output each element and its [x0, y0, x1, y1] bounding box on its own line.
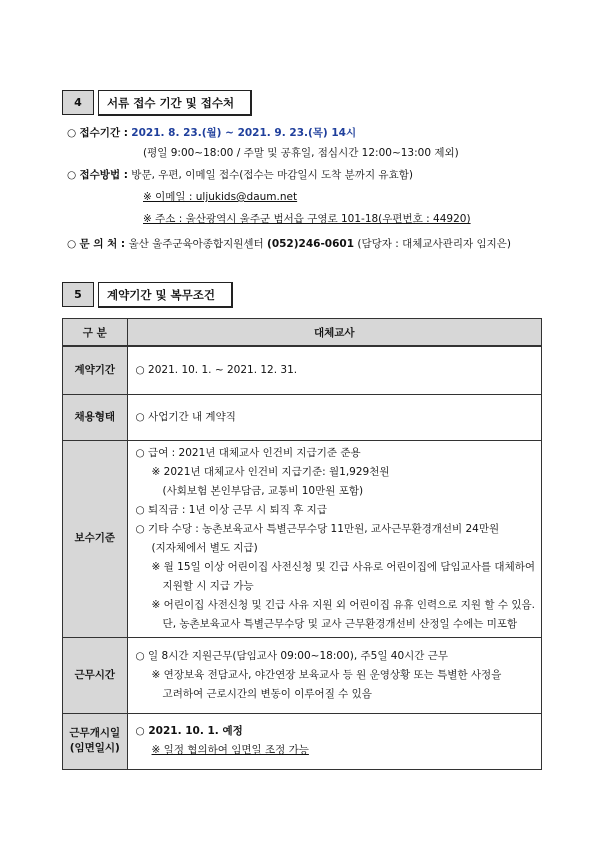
hours-line: 고려하여 근로시간의 변동이 이루어질 수 있음	[162, 687, 372, 700]
start-label-line-1: 근무개시일	[69, 727, 121, 739]
method-value: 방문, 우편, 이메일 접수(접수는 마감일시 도착 분까지 유효함)	[131, 169, 413, 181]
pay-line: ※ 어린이집 사전신청 및 긴급 사유 지원 외 어린이집 유휴 인력으로 지원 할 수 있음.	[151, 598, 535, 611]
contact-org: 울산 울주군육아종합지원센터	[128, 238, 264, 250]
period-value: 2021. 8. 23.(월) ~ 2021. 9. 23.(목) 14시	[131, 127, 357, 139]
pay-line: ※ 월 15일 이상 어린이집 사전신청 및 긴급 사유로 어린이집에 담임교사를 대체하여	[151, 560, 535, 573]
pay-line: 단, 농촌보육교사 특별근무수당 및 교사 근무환경개선비 산정일 수에는 미포함	[162, 617, 518, 630]
table-row	[63, 637, 542, 713]
pay-line: ○ 기타 수당 : 농촌보육교사 특별근무수당 11만원, 교사근무환경개선비 24만원	[135, 522, 500, 535]
pay-line: (사회보험 본인부담금, 교통비 10만원 포함)	[162, 484, 364, 497]
table-row	[63, 713, 542, 769]
section-5-title: 계약기간 및 복무조건	[98, 282, 233, 308]
period-note: (평일 9:00~18:00 / 주말 및 공휴일, 점심시간 12:00~13:00 제외)	[143, 147, 459, 159]
contact-label: 문 의 처 :	[79, 238, 126, 250]
start-label	[63, 713, 128, 769]
address-line: ※ 주소 : 울산광역시 울주군 범서읍 구영로 101-18(우편번호 : 44920)	[143, 213, 471, 225]
email-line: ※ 이메일 : uljukids@daum.net	[143, 191, 298, 203]
start-label-line-2: (임면일시)	[69, 742, 120, 754]
period-row	[67, 125, 356, 140]
section-4-header	[62, 90, 252, 117]
pay-line: 지원할 시 지급 가능	[162, 579, 254, 592]
pay-line: ※ 2021년 대체교사 인건비 지급기준: 월1,929천원	[151, 465, 390, 478]
section-5-number: 5	[62, 282, 94, 307]
table-row	[63, 346, 542, 394]
contact-marker: ○	[67, 238, 77, 250]
pay-value	[127, 440, 541, 637]
contract-label: 계약기간	[63, 346, 128, 394]
start-value	[127, 713, 541, 769]
header-category: 구 분	[63, 319, 128, 347]
period-marker: ○	[67, 127, 77, 139]
contract-value: ○ 2021. 10. 1. ~ 2021. 12. 31.	[127, 346, 541, 394]
method-row	[67, 167, 413, 182]
table-header-row	[63, 319, 542, 347]
period-label: 접수기간 :	[79, 127, 128, 139]
method-label: 접수방법 :	[79, 169, 128, 181]
section-4-title: 서류 접수 기간 및 접수처	[98, 90, 252, 116]
hours-line: ※ 연장보육 전담교사, 야간연장 보육교사 등 원 운영상황 또는 특별한 사정을	[151, 668, 502, 681]
pay-line: (지자체에서 별도 지급)	[151, 541, 258, 554]
method-marker: ○	[67, 169, 77, 181]
header-substitute-teacher: 대체교사	[127, 319, 541, 347]
table-row	[63, 440, 542, 637]
employ-label: 채용형태	[63, 394, 128, 440]
conditions-table	[62, 318, 542, 770]
hours-value	[127, 637, 541, 713]
pay-label: 보수기준	[63, 440, 128, 637]
pay-line: ○ 퇴직금 : 1년 이상 근무 시 퇴직 후 지급	[135, 503, 327, 516]
start-date: ○ 2021. 10. 1. 예정	[135, 725, 243, 737]
hours-line: ○ 일 8시간 지원근무(담임교사 09:00~18:00), 주5일 40시간 근무	[135, 649, 449, 662]
table-row	[63, 394, 542, 440]
contact-row	[67, 236, 511, 251]
start-note: ※ 일정 협의하여 임면일 조정 가능	[151, 744, 309, 756]
section-5-header	[62, 282, 233, 309]
hours-label: 근무시간	[63, 637, 128, 713]
contact-phone: (052)246-0601	[267, 238, 355, 250]
pay-line: ○ 급여 : 2021년 대체교사 인건비 지급기준 준용	[135, 446, 361, 459]
employ-value: ○ 사업기간 내 계약직	[127, 394, 541, 440]
contact-person: (담당자 : 대체교사관리자 임지은)	[357, 238, 511, 250]
section-4-number: 4	[62, 90, 94, 115]
